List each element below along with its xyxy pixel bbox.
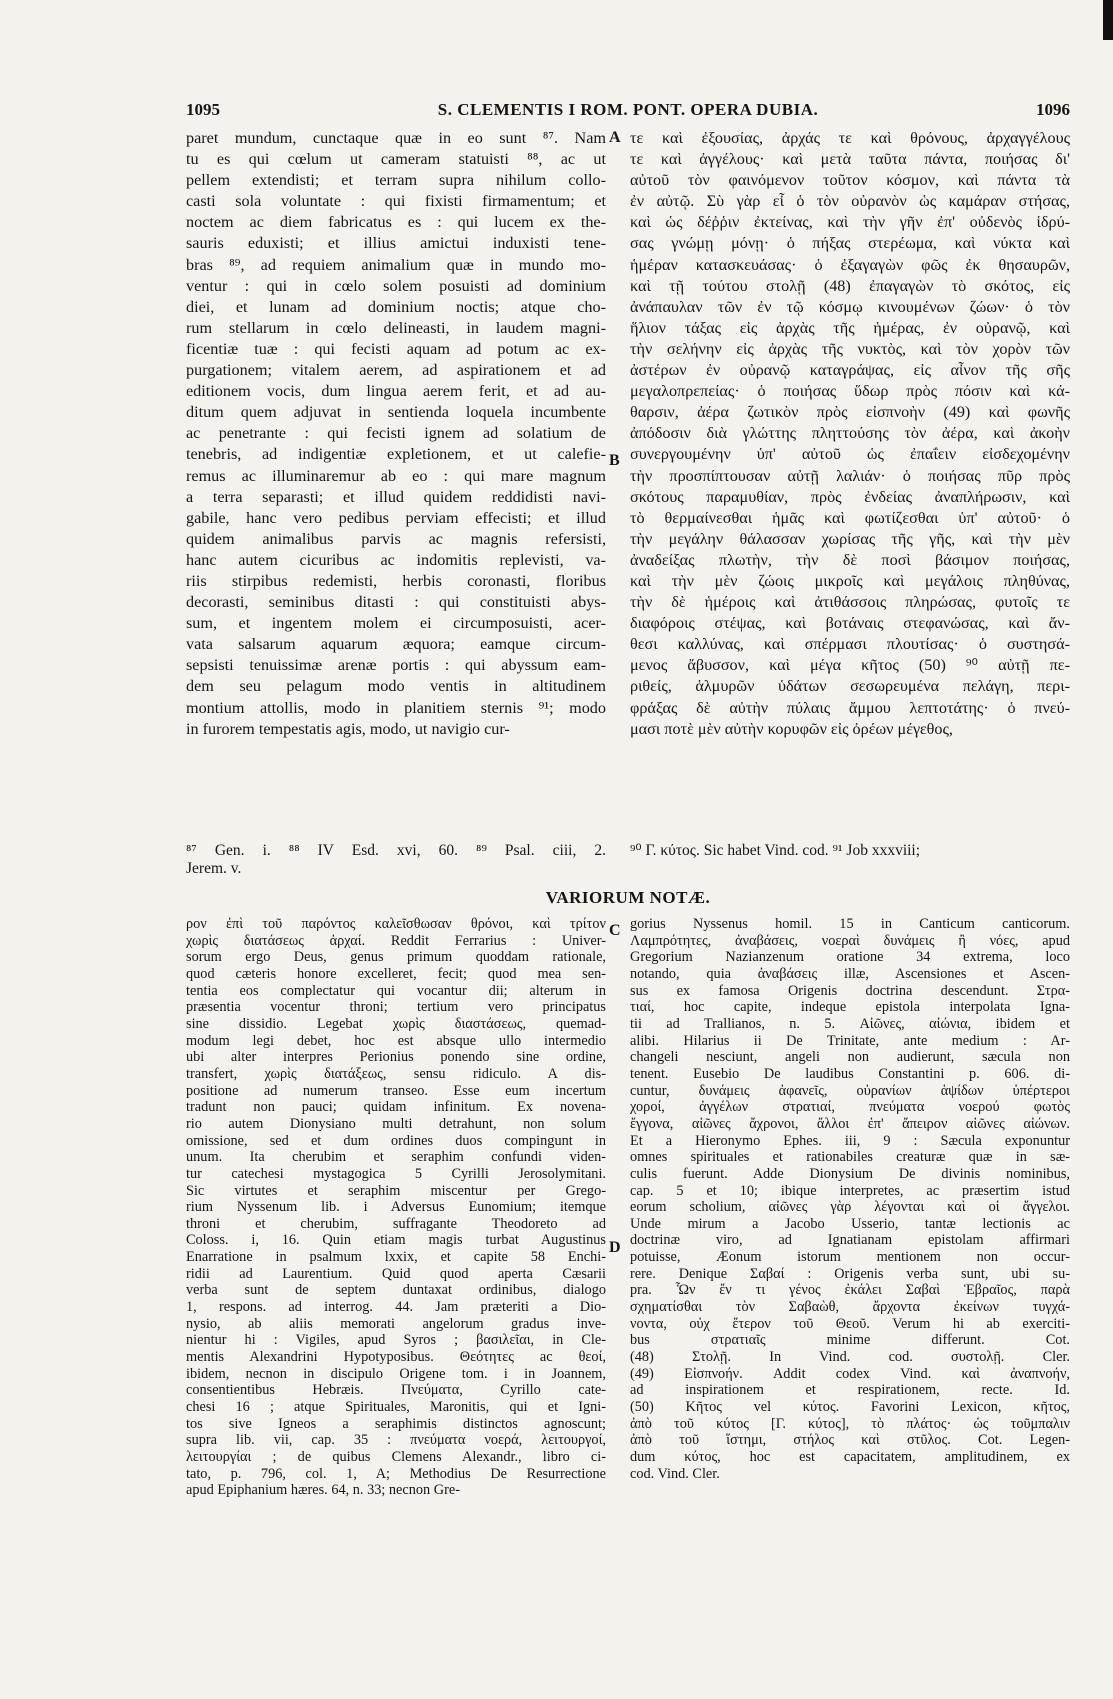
note-line: χωρὶς διατάσεως ἀρχαί. Reddit Ferrarius : Univer- xyxy=(186,932,606,949)
text-line: quidem animalibus parvis ac magnis refersisti, xyxy=(186,529,606,548)
latin-text-column xyxy=(186,128,606,740)
footnote-line: ⁹⁰ Γ. κύτος. Sic habet Vind. cod. ⁹¹ Job xxxviii; xyxy=(630,842,921,859)
text-line: θεσι καλλύνας, καὶ σπέρμασι πλουτίσας· ὁ συστησά- xyxy=(630,635,1070,654)
text-line: sum, et ingentem molem ei circumposuisti, acer- xyxy=(186,614,606,633)
note-line: cod. Vind. Cler. xyxy=(630,1465,720,1482)
text-line: τὴν δὲ ἡμέροις καὶ ἀτιθάσσοις πληρώσας, φυτοῖς τε xyxy=(630,593,1070,612)
note-line: ibidem, necnon in discipulo Origene tom. i in Joannem, xyxy=(186,1365,606,1382)
text-line: τὴν μεγάλην θάλασσαν χωρίσας τῆς γῆς, καὶ τὴν μὲν xyxy=(630,529,1070,548)
text-line: μεγαλοπρεπείας· ὁ ποιήσας ὕδωρ πρὸς πόσιν καὶ κά- xyxy=(630,382,1070,401)
binding-edge xyxy=(1103,0,1113,40)
variorum-notes-heading: VARIORUM NOTÆ. xyxy=(545,888,711,907)
text-line: ριθείς, ἁλμυρῶν ὑδάτων σεσωρευμένα πελάγη, περι- xyxy=(630,677,1070,696)
text-line: διαφόροις στέψας, καὶ βοτάναις στεφανώσας, καὶ ἄν- xyxy=(630,614,1070,633)
text-line: in furorem tempestatis agis, modo, ut navigio cur- xyxy=(186,719,510,738)
text-line: dem seu pelagum modo ventis in altitudinem xyxy=(186,677,606,696)
footnote-line: Jerem. v. xyxy=(186,860,242,877)
text-line: ἐν αὐτῷ. Σὺ γὰρ εἶ ὁ τὸν οὐρανὸν ὡς καμάραν στήσας, xyxy=(630,192,1070,211)
note-line: χοροί, ἀγγέλων στρατιαί, πνεύματα νοερού φωτὸς xyxy=(630,1099,1070,1116)
note-line: τιαί, hoc capite, indeque epistola interpolata Igna- xyxy=(630,999,1070,1016)
text-line: decorasti, seminibus ditasti : qui constituisti abys- xyxy=(186,593,606,612)
running-header xyxy=(186,100,1070,124)
note-line: dum κύτος, hoc est capacitatem, amplitudinem, ex xyxy=(630,1449,1070,1465)
text-line: τε καὶ ἀγγέλους· καὶ μετὰ ταῦτα πάντα, ποιήσας δι' xyxy=(630,150,1070,169)
text-line: sauris eduxisti; et illius amictui induxisti tene- xyxy=(186,234,606,253)
note-line: tos sive Igneos a seraphimis distinctos agnoscunt; xyxy=(186,1415,606,1432)
text-line: τὸ θερμαίνεσθαι ἡμᾶς καὶ φωτίζεσθαι ὑπ' αὐτοῦ· ὁ xyxy=(630,508,1070,527)
note-line: unum. Ita cherubim et seraphim confundi viden- xyxy=(186,1149,606,1166)
text-line: editionem vocis, dum lingua aerem ferit, et ad au- xyxy=(186,382,606,401)
text-line: vata salsarum aquarum æquora; eamque circum- xyxy=(186,635,606,654)
text-line: hanc autem cicuribus ac indomitis replevisti, va- xyxy=(186,550,606,569)
note-line: nientur hi : Vigiles, apud Syros ; βασιλεῖαι, in Cle- xyxy=(186,1332,606,1349)
note-line: Coloss. i, 16. Quin etiam magis turbat Augustinus xyxy=(186,1232,606,1249)
note-line: doctrinæ viro, ad Ignatianam epistolam affirmari xyxy=(630,1232,1070,1249)
greek-text-column xyxy=(630,128,1070,740)
footnotes-right xyxy=(630,842,1070,882)
text-line: ac penetrante : qui fecisti ignem ad solatium de xyxy=(186,424,606,443)
note-line: rium Nyssenum lib. i Adversus Eunomium; itemque xyxy=(186,1199,606,1216)
note-line: sine dissidio. Legebat χωρὶς διαστάσεως, quemad- xyxy=(186,1015,606,1032)
note-line: Et a Hieronymo Ephes. iii, 9 : Sæcula exponuntur xyxy=(630,1132,1070,1149)
text-line: ἡμέραν κατασκευάσας· ὁ ἐξαγαγὼν φῶς ἐκ θησαυρῶν, xyxy=(630,255,1070,274)
text-line: ficentiæ tuæ : qui fecisti aquam ad potum ac ex- xyxy=(186,339,606,358)
text-line: ἥλιον τάξας εἰς ἀρχὰς τῆς ἡμέρας, ἐν οὐρανῷ, καὶ xyxy=(630,318,1070,337)
marker-b: B xyxy=(609,452,620,469)
note-line: supra lib. vii, cap. 35 : πνεύματα νοερά, λειτουργοί, xyxy=(186,1432,606,1449)
note-line: ἀπὸ τοῦ κύτος [Γ. κύτος], τὸ πλάτος· ὡς τοῦμπαλιν xyxy=(630,1415,1070,1432)
text-line: αὐτοῦ τὸν φαινόμενον τοῦτον κόσμον, καὶ πάντα τὰ xyxy=(630,171,1070,190)
text-line: καὶ τὴν μὲν ζώοις μικροῖς καὶ μεγάλοις πληθύνας, xyxy=(630,571,1070,590)
note-line: tentia eos complectatur qui vocantur dii; alterum in xyxy=(186,982,606,999)
text-line: μενος ἄβυσσον, καὶ μέγα κῆτος (50) ⁹⁰ αὐτῇ πε- xyxy=(630,656,1070,675)
note-line: nysio, ab aliis memorati angelorum gradus inve- xyxy=(186,1315,606,1332)
note-line: chesi 16 ; atque Spirituales, Maronitis, qui et Igni- xyxy=(186,1399,606,1416)
note-line: Λαμπρότητες, ἀναβάσεις, νοεραὶ δυνάμεις ἢ νόες, apud xyxy=(630,932,1070,949)
note-line: rio autem Dionysiano multi detrahunt, non solum xyxy=(186,1115,606,1132)
note-line: mentis Alexandrini Hypotyposibus. Θεότητες ac θεοί, xyxy=(186,1349,606,1366)
text-line: καὶ ὡς δέῤῥιν ἐκτείνας, καὶ τὴν γῆν ἐπ' οὐδενὸς ἱδρύ- xyxy=(630,213,1070,232)
note-line: tii ad Trallianos, n. 5. Αἰῶνες, αἰώνια, ibidem et xyxy=(630,1015,1070,1032)
text-line: diei, et lunam ad dominium noctis; atque cho- xyxy=(186,297,606,316)
text-line: τὴν σελήνην εἰς ἀρχὰς τῆς νυκτὸς, καὶ τὸν χορὸν τῶν xyxy=(630,339,1070,358)
note-line: culis fuerunt. Adde Dionysium De divinis nominibus, xyxy=(630,1165,1070,1182)
text-line: noctem ac diem fabricatus es : qui lucem ex the- xyxy=(186,213,606,232)
note-line: λειτουργίαι ; de quibus Clemens Alexandr., libro ci- xyxy=(186,1449,606,1465)
text-line: ditum quem adjuvat in sentienda loquela incumbente xyxy=(186,403,606,422)
left-page-number: 1095 xyxy=(186,100,220,119)
text-line: bras ⁸⁹, ad requiem animalium quæ in mundo mo- xyxy=(186,255,606,274)
note-line: alibi. Hilarius ii De Trinitate, ante medium : Ar- xyxy=(630,1032,1070,1049)
note-line: ἀπὸ τοῦ ἵστημι, στήλος καὶ στῦλος. Cot. Legen- xyxy=(630,1432,1070,1449)
right-page-number: 1096 xyxy=(1036,100,1070,119)
note-line: ρον ἐπὶ τοῦ παρόντος καλεῖσθωσαν θρόνοι, καὶ τρίτον xyxy=(186,916,606,932)
text-line: σας γνώμῃ μόνῃ· ὁ πήξας στερέωμα, καὶ νύκτα καὶ xyxy=(630,234,1070,253)
text-line: casti sola voluntate : qui fixisti firmamentum; et xyxy=(186,192,606,211)
note-line: sorum ergo Deus, genus primum quoddam rationale, xyxy=(186,949,606,966)
note-line: (49) Εἰσπνοήν. Addit codex Vind. καὶ ἀναπνοήν, xyxy=(630,1365,1070,1382)
note-line: eorum scholium, αἰῶνες γὰρ λέγονται καὶ οἱ ἄγγελοι. xyxy=(630,1199,1070,1216)
text-line: συνεργουμένην ὑπ' αὐτοῦ ὡς ἐπαΐειν εἰσδεχομένην xyxy=(630,445,1070,464)
text-line: ἀπόδοσιν διὰ γλώττης πληττούσης τὸν ἀέρα, καὶ ἀκοὴν xyxy=(630,424,1070,443)
text-line: montium attollis, modo in planitiem sternis ⁹¹; modo xyxy=(186,698,606,717)
note-line: pra. Ὧν ἔν τι γένος ἐκάλει Σαβαὶ Ἑβραῖος, παρὰ xyxy=(630,1282,1070,1299)
marker-d: D xyxy=(609,1239,621,1256)
notes-left-column xyxy=(186,916,606,1499)
footnotes-left xyxy=(186,842,606,882)
note-line: Unde mirum a Jacobo Usserio, tantæ lectionis ac xyxy=(630,1215,1070,1232)
text-line: φράξας δὲ αὐτὴν πύλαις ἄμμου λεπτοτάτης· ὁ πνεύ- xyxy=(630,698,1070,717)
text-line: ἀναδείξας πλωτὴν, τὴν δὲ ποσὶ βάσιμον ποιήσας, xyxy=(630,550,1070,569)
text-line: tu es qui cœlum ut cameram statuisti ⁸⁸, ac ut xyxy=(186,150,606,169)
note-line: tenent. Eusebio De laudibus Constantini p. 606. di- xyxy=(630,1065,1070,1082)
note-line: omnes spirituales et rationabiles creaturæ quæ in sæ- xyxy=(630,1149,1070,1166)
note-line: bus στρατιαῖς minime differunt. Cot. xyxy=(630,1332,1070,1349)
note-line: νοντα, οὐχ ἕτερον τοῦ Θεοῦ. Verum hi ab exerciti- xyxy=(630,1315,1070,1332)
note-line: modum legi debet, hoc est absque ullo intermedio xyxy=(186,1032,606,1049)
marker-a: A xyxy=(609,129,621,146)
running-title: S. CLEMENTIS I ROM. PONT. OPERA DUBIA. xyxy=(437,100,819,119)
text-line: μασι ποτὲ μὲν αὐτὴν κορυφῶν εἰς ὀρέων μέγεθος, xyxy=(630,719,953,738)
note-line: præsentia vocentur throni; tertium vero principatus xyxy=(186,999,606,1016)
note-line: cuntur, δυνάμεις ἀφανεῖς, οὐρανίων ἁψίδων ὑπέρτεροι xyxy=(630,1082,1070,1099)
note-line: ubi alter interpres Perionius ponendo sine ordine, xyxy=(186,1049,606,1066)
text-line: purgationem; vitalem aerem, ad aspirationem et ad xyxy=(186,361,606,380)
text-line: a terra separasti; et illud quidem reddidisti navi- xyxy=(186,487,606,506)
note-line: consentientibus Hebræis. Πνεύματα, Cyrillo cate- xyxy=(186,1382,606,1399)
text-line: pellem extendisti; et terram supra nihilum collo- xyxy=(186,171,606,190)
text-line: tenebris, ad indigentiæ expletionem, et ut calefie- xyxy=(186,445,606,464)
footnote-line: ⁸⁷ Gen. i. ⁸⁸ IV Esd. xvi, 60. ⁸⁹ Psal. ciii, 2. xyxy=(186,842,606,859)
note-line: (50) Κῆτος vel κύτος. Favorini Lexicon, κῆτος, xyxy=(630,1399,1070,1416)
text-line: σκότους παραμυθίαν, πρὸς ἐνδείας ἀναπλήρωσιν, καὶ xyxy=(630,487,1070,506)
text-line: τε καὶ ἐξουσίας, ἀρχάς τε καὶ θρόνους, ἀρχαγγέλους xyxy=(630,129,1070,147)
text-line: τὴν προσπίπτουσαν αὐτῇ λαλιάν· ὁ ποιήσας πῦρ πρὸς xyxy=(630,466,1070,485)
note-line: transfert, χωρὶς διατάξεως, sensu ridiculo. A dis- xyxy=(186,1065,606,1082)
note-line: 1, respons. ad interrog. 44. Jam præteriti a Dio- xyxy=(186,1299,606,1316)
note-line: potuisse, Æonum istorum mentionem non occur- xyxy=(630,1249,1070,1266)
note-line: Gregorium Nazianzenum oratione 34 extrema, loco xyxy=(630,949,1070,966)
note-line: tato, p. 796, col. 1, A; Methodius De Resurrectione xyxy=(186,1465,606,1482)
text-line: sepsisti tenuissimæ arenæ portis : qui abyssum eam- xyxy=(186,656,606,675)
note-line: ἔγγονα, αἰῶνες ἄχρονοι, ἄλλοι ἐπ' ἄπειρον αἰῶνες αἰώνων. xyxy=(630,1115,1070,1132)
notes-right-column xyxy=(630,916,1070,1482)
note-line: rere. Denique Σαβαί : Origenis verba sunt, ubi su- xyxy=(630,1265,1070,1282)
note-line: throni et cherubim, suffragante Theodoreto ad xyxy=(186,1215,606,1232)
note-line: sus ex famosa Origenis doctrina descendunt. Στρα- xyxy=(630,982,1070,999)
note-line: verba sunt de septem duntaxat ordinibus, dialogo xyxy=(186,1282,606,1299)
note-line: positione ad numerum transeo. Esse eum incertum xyxy=(186,1082,606,1099)
note-line: apud Epiphanium hæres. 64, n. 33; necnon Gre- xyxy=(186,1482,460,1499)
note-line: tur catechesi mystagogica 5 Cyrilli Jerosolymitani. xyxy=(186,1165,606,1182)
text-line: paret mundum, cunctaque quæ in eo sunt ⁸⁷. Nam xyxy=(186,129,606,147)
text-line: ἀστέρων ἐν οὐρανῷ καταγράψας, εἰς αἶνον τῆς σῆς xyxy=(630,361,1070,380)
note-line: σχηματίσθαι τὸν Σαβαὼθ, ἄρχοντα ἐκείνων τυγχά- xyxy=(630,1299,1070,1316)
note-line: (48) Στολῇ. In Vind. cod. συστολῇ. Cler. xyxy=(630,1349,1070,1366)
note-line: cap. 5 et 10; ibique interpretes, ac præsertim istud xyxy=(630,1182,1070,1199)
text-line: ventur : qui in cœlo solem posuisti ad dominium xyxy=(186,276,606,295)
text-line: remus ac illuminaremur ab eo : qui mare magnum xyxy=(186,466,606,485)
text-line: ἀνάπαυλαν τῶν ἐν τῷ κόσμῳ κινουμένων ζώων· ὁ τὸν xyxy=(630,297,1070,316)
note-line: omissione, sed et dum ordines duos compingunt in xyxy=(186,1132,606,1149)
note-line: Sic virtutes et seraphim miscentur per Grego- xyxy=(186,1182,606,1199)
note-line: changeli nesciunt, angeli non audierunt, sæcula non xyxy=(630,1049,1070,1066)
text-line: θαρσιν, ἀέρα ζωτικὸν πρὸς εἰσπνοὴν (49) καὶ φωνῆς xyxy=(630,403,1070,422)
note-line: quod cæteris honore excelleret, fecit; quod mea sen- xyxy=(186,965,606,982)
text-line: riis stirpibus redemisti, herbis coronasti, floribus xyxy=(186,571,606,590)
note-line: ad inspirationem et respirationem, recte. Id. xyxy=(630,1382,1070,1399)
note-line: tradunt non pauci; quidam infinitum. Ex novena- xyxy=(186,1099,606,1116)
note-line: gorius Nyssenus homil. 15 in Canticum canticorum. xyxy=(630,916,1070,932)
note-line: Enarratione in psalmum lxxix, et capite 58 Enchi- xyxy=(186,1249,606,1266)
text-line: καὶ τῇ τούτου στολῇ (48) ἐπαγαγὼν τὸ σκότος, εἰς xyxy=(630,276,1070,295)
text-line: rum stellarum in cœlo delineasti, in laudem magni- xyxy=(186,318,606,337)
text-line: gabile, hanc vero pedibus perviam effecisti; et illud xyxy=(186,508,606,527)
note-line: ridii ad Laurentium. Quid quod aperta Cæsarii xyxy=(186,1265,606,1282)
note-line: notando, quia ἀναβάσεις illæ, Ascensiones et Ascen- xyxy=(630,965,1070,982)
marker-c: C xyxy=(609,922,621,939)
